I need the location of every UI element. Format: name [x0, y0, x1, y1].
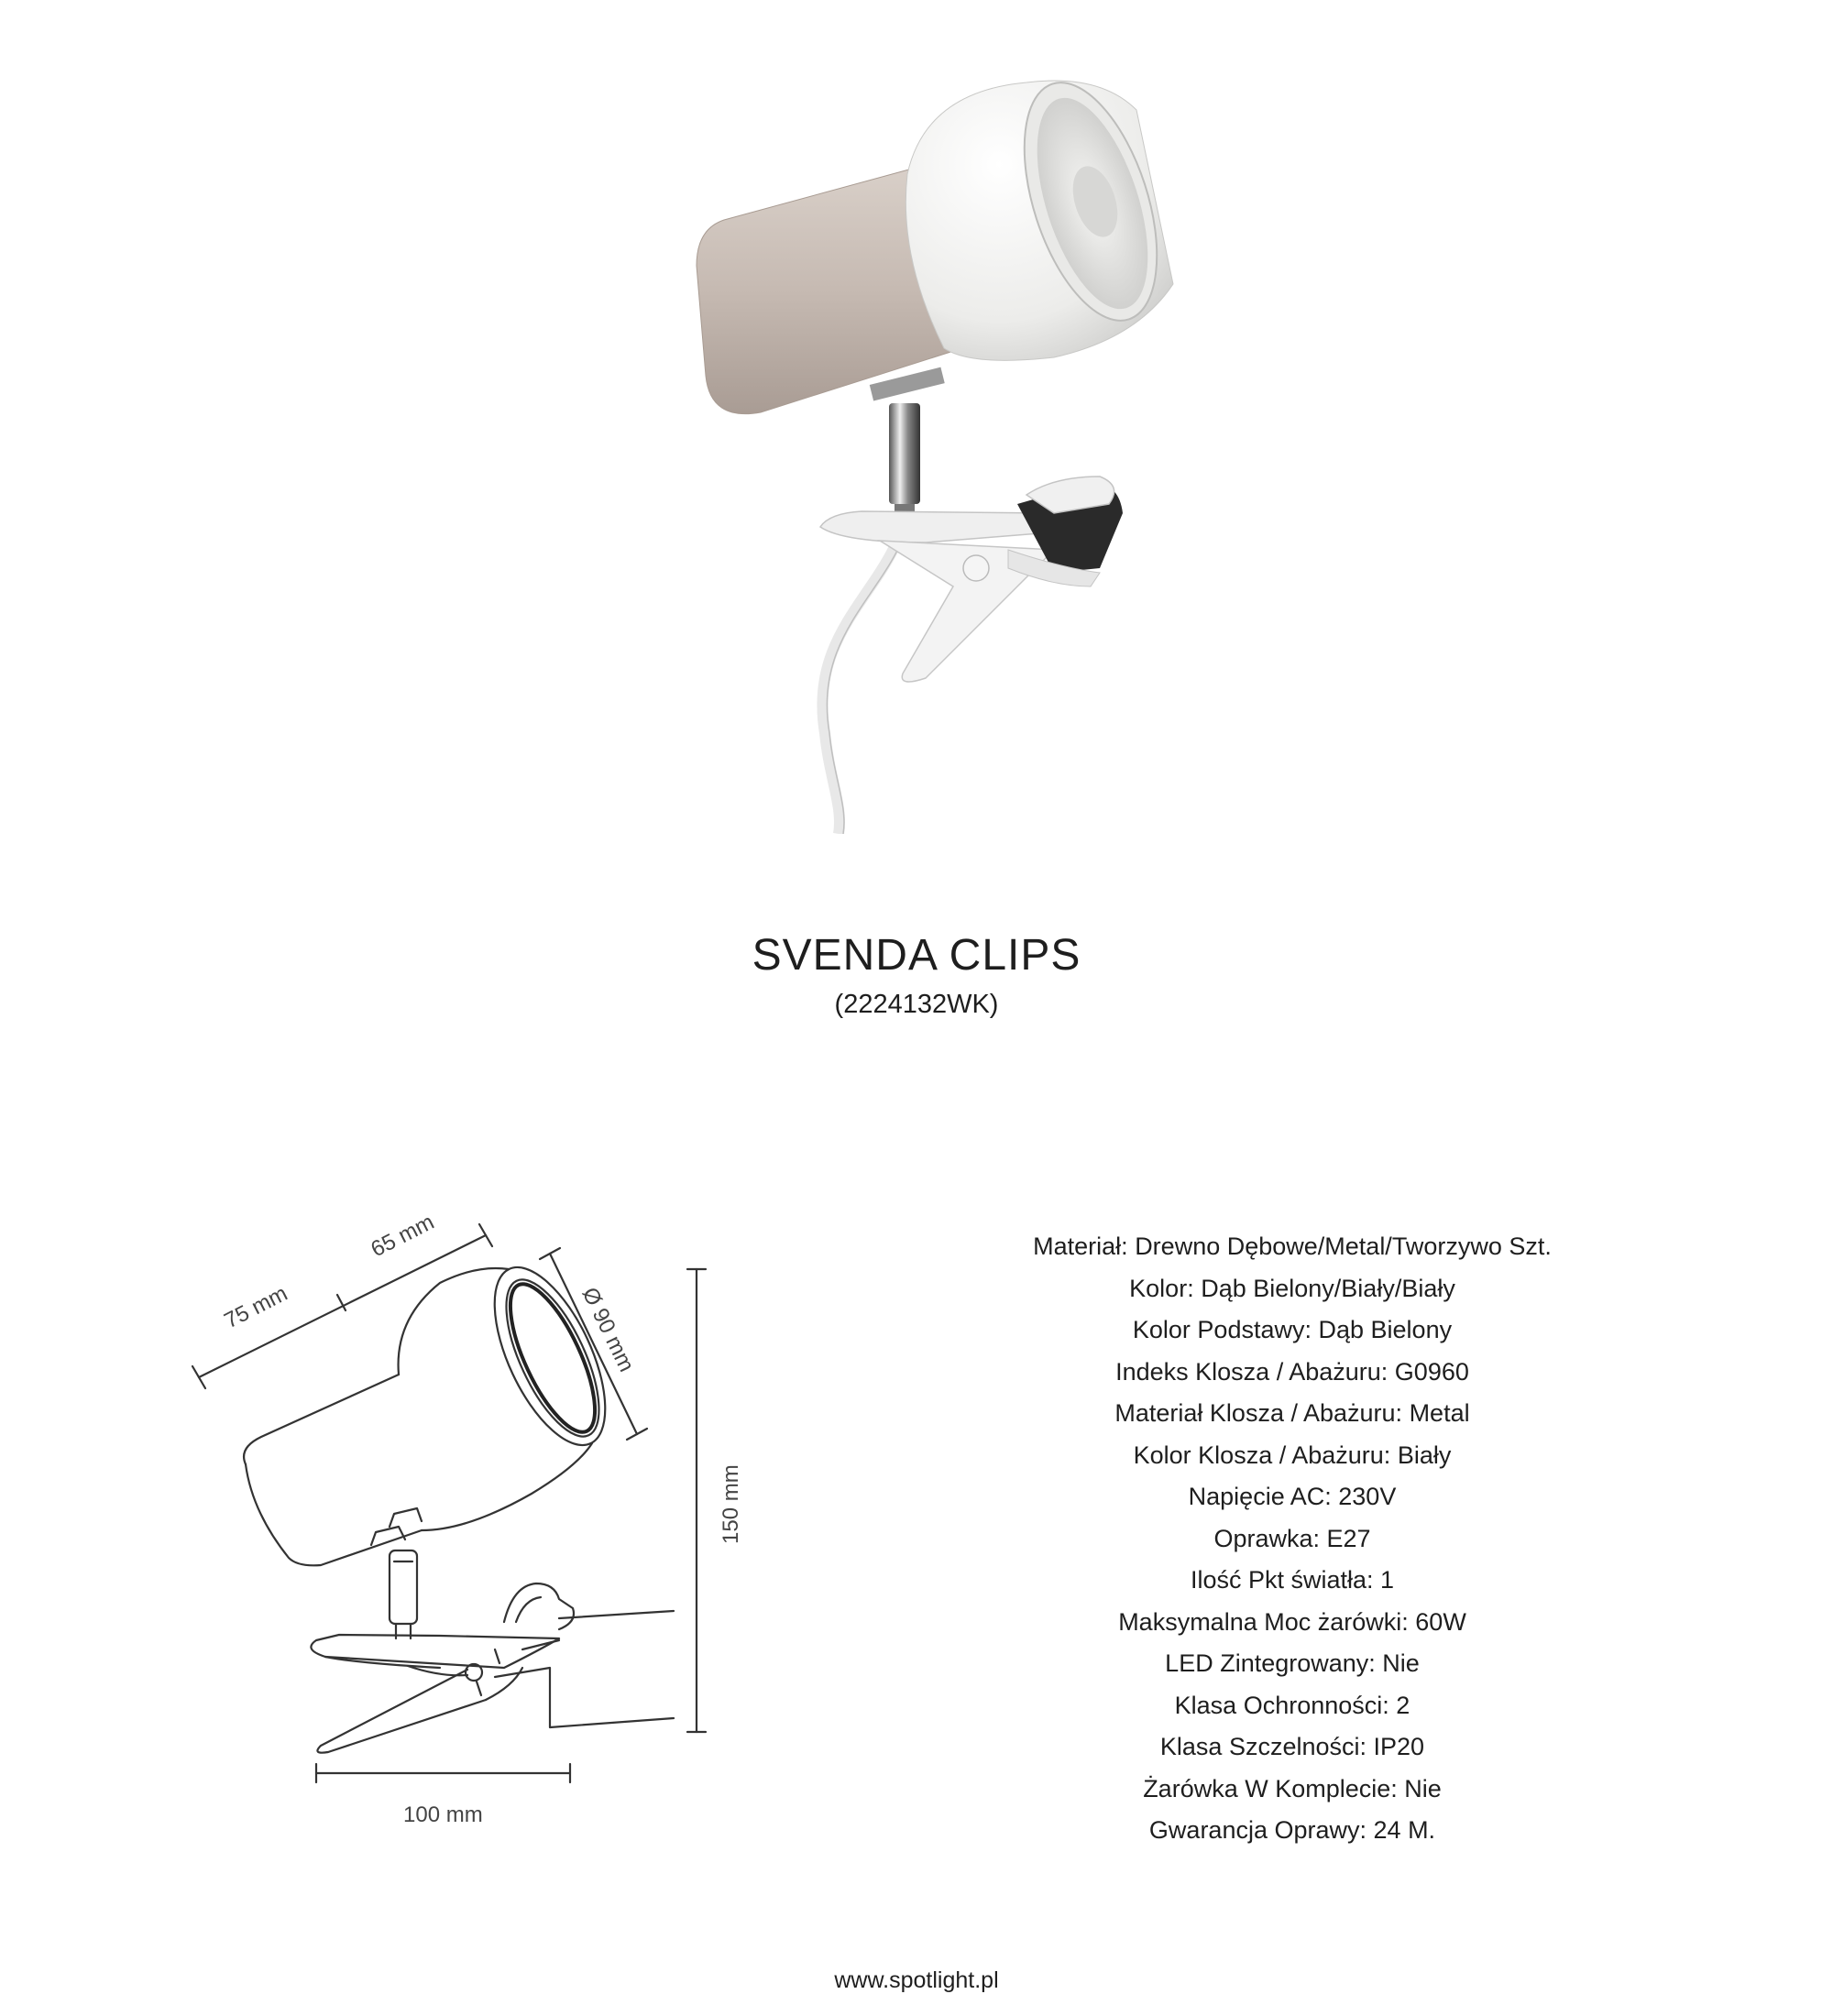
spec-value: G0960 [1394, 1357, 1469, 1386]
spec-value: Dąb Bielony/Biały/Biały [1201, 1274, 1455, 1302]
spec-label: Kolor [1129, 1274, 1188, 1302]
spec-item: Żarówka W Komplecie: Nie [1143, 1774, 1442, 1802]
spec-label: Napięcie AC [1188, 1483, 1325, 1510]
spec-label: Żarówka W Komplecie [1143, 1774, 1391, 1802]
chrome-stem [889, 403, 920, 504]
spec-value: 24 M. [1373, 1816, 1436, 1844]
lamp-shade [906, 73, 1182, 360]
product-code: (2224132WK) [834, 990, 999, 1019]
spec-item: LED Zintegrowany: Nie [1165, 1649, 1420, 1677]
spec-label: Ilość Pkt światła [1190, 1566, 1367, 1594]
spec-item: Kolor Podstawy: Dąb Bielony [1132, 1316, 1453, 1343]
spec-label: Oprawka [1213, 1524, 1313, 1552]
spec-label: Klasa Ochronności [1174, 1691, 1383, 1719]
spec-value: 60W [1415, 1607, 1466, 1636]
spec-item: Indeks Klosza / Abażuru: G0960 [1115, 1357, 1469, 1386]
spec-value: Biały [1397, 1441, 1452, 1469]
spec-label: Materiał Klosza / Abażuru [1114, 1399, 1396, 1427]
dim-label-100mm: 100 mm [403, 1802, 483, 1827]
spec-list [916, 1226, 1668, 1852]
spec-value: Nie [1404, 1774, 1442, 1802]
spec-label: Maksymalna Moc żarówki [1118, 1607, 1402, 1636]
dim-label-75mm: 75 mm [220, 1280, 292, 1334]
spec-item: Materiał: Drewno Dębowe/Metal/Tworzywo Szt. [1033, 1233, 1552, 1260]
spec-label: Indeks Klosza / Abażuru [1115, 1357, 1381, 1386]
dim-label-90mm: Ø 90 mm [576, 1283, 640, 1376]
spec-item: Maksymalna Moc żarówki: 60W [1118, 1607, 1466, 1636]
clip [820, 477, 1123, 682]
spec-item: Oprawka: E27 [1213, 1524, 1371, 1552]
spec-value: 1 [1380, 1566, 1395, 1594]
cable [822, 504, 907, 834]
product-photo [623, 73, 1210, 834]
spec-label: Klasa Szczelności [1159, 1733, 1360, 1760]
spec-label: Materiał [1033, 1233, 1122, 1260]
spec-value: 230V [1338, 1483, 1397, 1510]
spec-label: LED Zintegrowany [1165, 1649, 1369, 1677]
spec-item: Ilość Pkt światła: 1 [1190, 1566, 1395, 1594]
spec-label: Gwarancja Oprawy [1148, 1816, 1360, 1844]
spec-value: 2 [1396, 1691, 1410, 1719]
spec-item: Klasa Szczelności: IP20 [1159, 1733, 1425, 1760]
spec-value: E27 [1326, 1524, 1371, 1552]
spec-label: Kolor Klosza / Abażuru [1133, 1441, 1384, 1469]
spec-value: Nie [1382, 1649, 1420, 1677]
spec-item: Materiał Klosza / Abażuru: Metal [1114, 1399, 1470, 1427]
product-title: SVENDA CLIPS [752, 931, 1081, 980]
dimension-line-width [316, 1764, 570, 1782]
dim-label-65mm: 65 mm [367, 1209, 439, 1263]
footer-url[interactable]: www.spotlight.pl [834, 1967, 999, 1993]
spec-item: Kolor: Dąb Bielony/Biały/Biały [1129, 1274, 1455, 1302]
dimension-drawing [165, 1191, 752, 1833]
spec-value: Dąb Bielony [1318, 1316, 1453, 1343]
spec-item: Kolor Klosza / Abażuru: Biały [1133, 1441, 1452, 1469]
spec-item: Klasa Ochronności: 2 [1174, 1691, 1410, 1719]
dimension-line-height [687, 1269, 706, 1732]
spec-item: Gwarancja Oprawy: 24 M. [1148, 1816, 1436, 1844]
dim-label-150mm: 150 mm [719, 1464, 743, 1544]
spec-value: Drewno Dębowe/Metal/Tworzywo Szt. [1135, 1233, 1552, 1260]
spec-value: Metal [1409, 1399, 1470, 1427]
spec-label: Kolor Podstawy [1132, 1316, 1305, 1343]
spec-value: IP20 [1373, 1733, 1425, 1760]
spec-item: Napięcie AC: 230V [1188, 1483, 1397, 1510]
